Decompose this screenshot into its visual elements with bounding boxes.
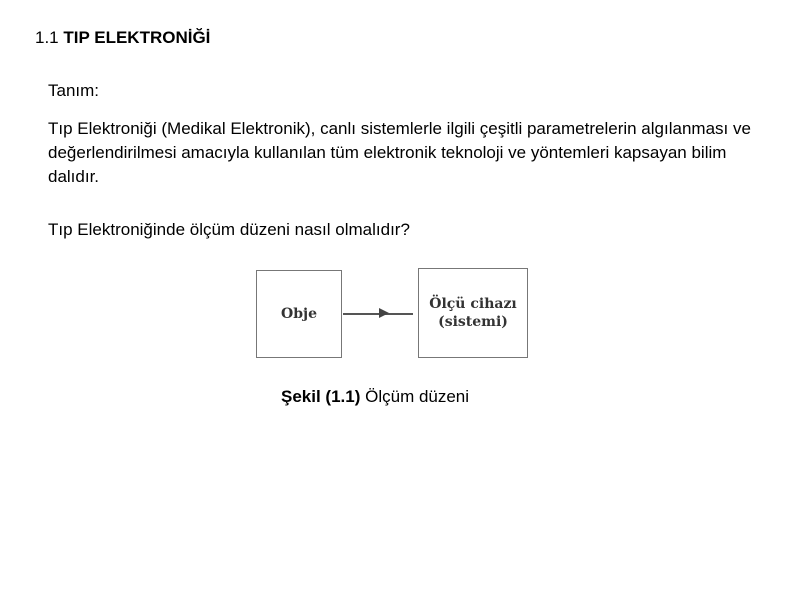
figure-caption-text: Ölçüm düzeni bbox=[365, 387, 470, 406]
question-text: Tıp Elektroniğinde ölçüm düzeni nasıl olmalıdır? bbox=[48, 220, 410, 239]
figure-label: Şekil (1.1) bbox=[281, 387, 361, 406]
device-box bbox=[418, 268, 528, 358]
definition-label: Tanım: bbox=[48, 81, 100, 100]
arrow-head-icon bbox=[379, 308, 389, 318]
section-number: 1.1 bbox=[35, 28, 59, 47]
object-label: Obje bbox=[281, 306, 317, 322]
figure-caption bbox=[281, 387, 469, 407]
definition-text: Tıp Elektroniği (Medikal Elektronik), canlı sistemlerle ilgili çeşitli parametrelerin algılanması ve değerlendirilmesi amacıyla kullanılan tüm elektronik teknoloji ve yöntemleri kapsayan bilim dalıdır. bbox=[48, 119, 751, 186]
device-label-line2: (sistemi) bbox=[438, 314, 508, 330]
measurement-diagram bbox=[256, 268, 528, 360]
section-heading bbox=[35, 28, 210, 48]
section-title: TIP ELEKTRONİĞİ bbox=[63, 28, 211, 47]
object-box bbox=[256, 270, 342, 358]
arrow-line bbox=[343, 313, 413, 315]
device-label-line1: Ölçü cihazı bbox=[429, 296, 517, 312]
